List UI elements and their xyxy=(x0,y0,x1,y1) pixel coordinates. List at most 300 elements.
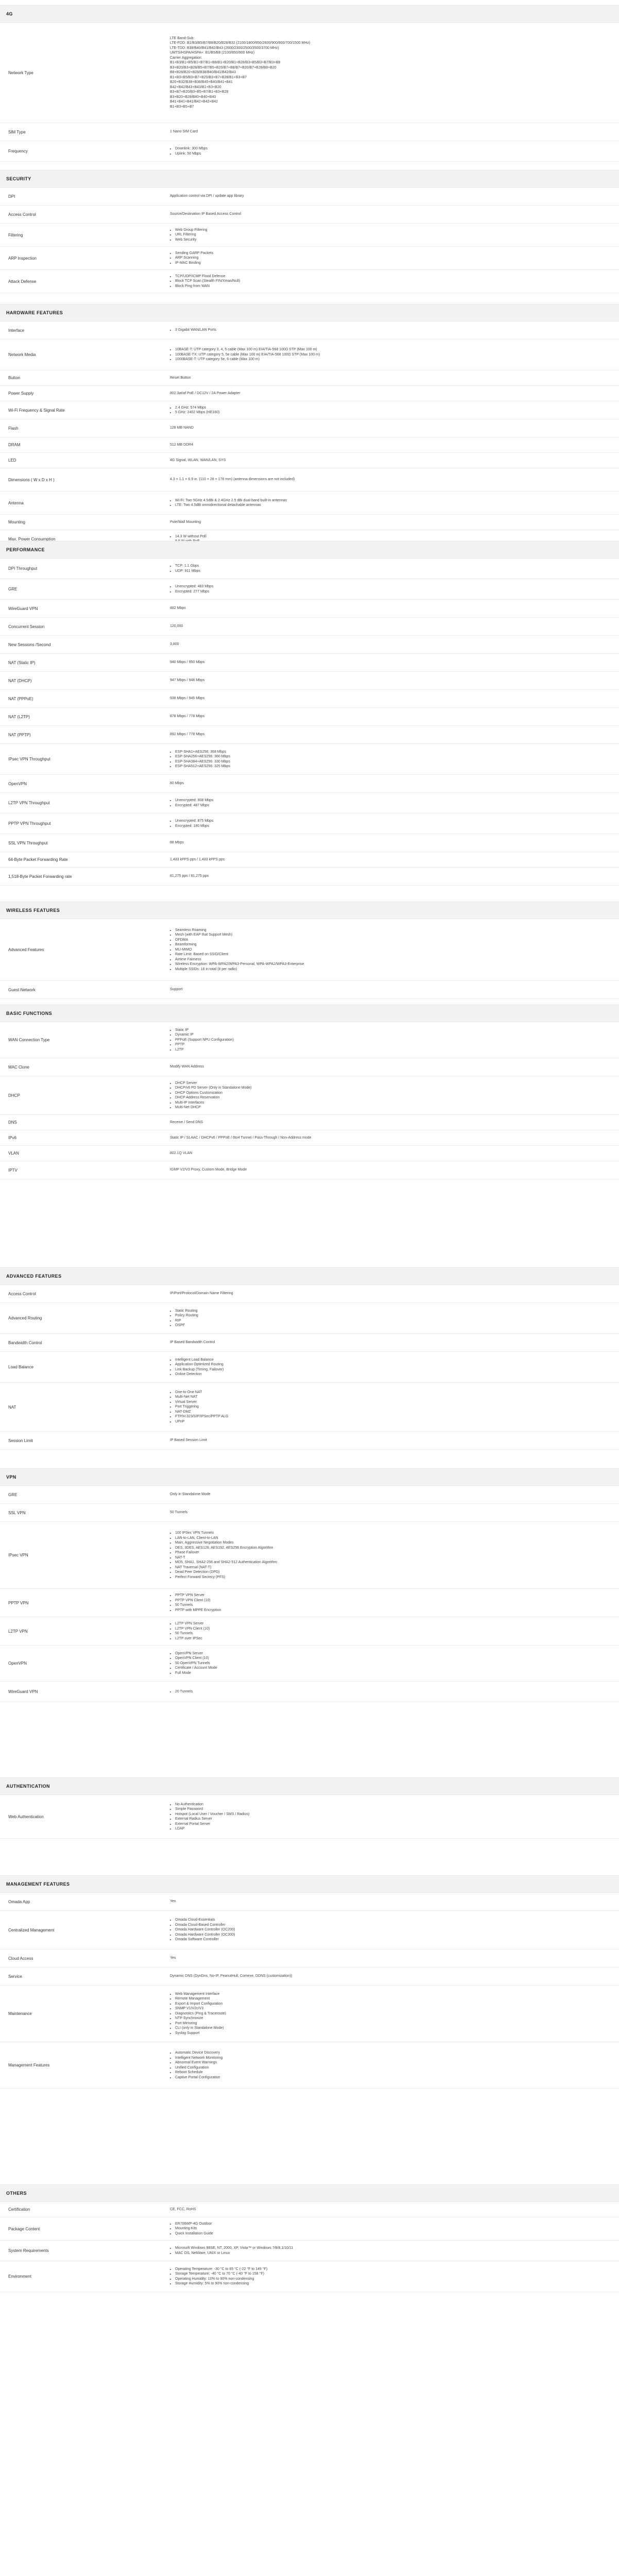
spec-label: NAT (DHCP) xyxy=(8,678,32,683)
section-advanced-features xyxy=(0,1267,619,1443)
spec-row xyxy=(0,2202,619,2217)
spec-value-item: • Omada Software Controller xyxy=(175,1937,609,1942)
spec-value xyxy=(170,1893,609,1910)
spec-value xyxy=(170,558,609,579)
spec-row xyxy=(0,793,619,814)
spec-row xyxy=(0,188,619,206)
spec-value-list xyxy=(170,1689,609,1694)
section-title: 4G xyxy=(0,5,619,23)
spec-value-item: • 20 Tunnels xyxy=(175,1689,609,1694)
spec-label: Environment xyxy=(8,2274,31,2279)
section-title: HARDWARE FEATURES xyxy=(0,304,619,321)
spec-label: Max. Power Consumption xyxy=(8,536,56,541)
spec-value xyxy=(170,1589,609,1617)
spec-row xyxy=(0,1486,619,1504)
spec-label: Package Content xyxy=(8,2226,40,2231)
spec-value-text: 947 Mbps / 948 Mbps xyxy=(170,679,205,683)
spec-value-text: CE, FCC, RoHS xyxy=(170,2207,196,2211)
spec-value-text: 120,000 xyxy=(170,624,183,629)
spec-value-item: • Multi-Net NAT xyxy=(175,1395,609,1400)
spec-value xyxy=(170,1682,609,1702)
spec-value-list xyxy=(170,2222,609,2236)
spec-label: New Sessions /Second xyxy=(8,642,51,647)
spec-value xyxy=(170,1504,609,1521)
spec-label: Cloud Access xyxy=(8,1956,33,1961)
spec-value-item: • ESP-SHA256+AES256: 360 Mbps xyxy=(175,754,609,759)
spec-value xyxy=(170,23,609,123)
spec-value xyxy=(170,618,609,635)
spec-value xyxy=(170,1076,609,1114)
spec-row xyxy=(0,690,619,708)
spec-value-list xyxy=(170,2246,609,2256)
spec-value-item: • 50 Tunnels xyxy=(175,1631,609,1636)
spec-row xyxy=(0,206,619,224)
spec-row xyxy=(0,1285,619,1303)
spec-row xyxy=(0,1522,619,1589)
spec-value-item: • Omada Cloud-Based Controller xyxy=(175,1923,609,1928)
spec-value-text: 80 Mbps xyxy=(170,782,184,786)
spec-value-item: • Intelligent Network Monitoring xyxy=(175,2056,609,2061)
spec-row xyxy=(0,618,619,636)
spec-value-item: • Microsoft Windows 98SE, NT, 2000, XP, Vista™ or Windows 7/8/8.1/10/11 xyxy=(175,2246,609,2251)
spec-row xyxy=(0,468,619,492)
spec-label: ARP Inspection xyxy=(8,256,37,261)
section-basic-functions xyxy=(0,1005,619,1173)
spec-value xyxy=(170,1522,609,1588)
spec-value-item: • ESP-SHA1+AES256: 368 Mbps xyxy=(175,750,609,755)
spec-value xyxy=(170,2202,609,2217)
spec-row xyxy=(0,1115,619,1130)
spec-label: System Requirements xyxy=(8,2248,49,2253)
spec-label: Network Media xyxy=(8,352,36,357)
spec-row xyxy=(0,1617,619,1646)
spec-value-item: • Wireless Encryption: WPA-WPA2/WPA3-Personal, WPA-WPA2/WPA3-Enterprise xyxy=(175,962,609,967)
spec-row xyxy=(0,726,619,744)
spec-value xyxy=(170,1161,609,1179)
section-title: ADVANCED FEATURES xyxy=(0,1267,619,1285)
spec-value-item: • Captive Portal Configuration xyxy=(175,2075,609,2080)
spec-value-item: • Static IP xyxy=(175,1028,609,1033)
spec-value-text: 802.3at/af PoE / DC12V / 2A Power Adapter xyxy=(170,391,240,395)
spec-value-item: • Static Routing xyxy=(175,1309,609,1314)
spec-value-item: • L2TP xyxy=(175,1047,609,1053)
spec-value-item: • TCP/UDP/ICMP Flood Defense xyxy=(175,274,609,279)
spec-value-item: • Phase Failover xyxy=(175,1550,609,1555)
spec-value xyxy=(170,852,609,867)
section-title: WIRELESS FEATURES xyxy=(0,902,619,919)
spec-label: SIM Type xyxy=(8,129,26,134)
spec-label: Access Control xyxy=(8,212,36,217)
spec-value-item: • Encrypted: 487 Mbps xyxy=(175,803,609,808)
section-title: PERFORMANCE xyxy=(0,541,619,558)
spec-value-item: • Reboot Schedule xyxy=(175,2070,609,2075)
section-others xyxy=(0,2184,619,2285)
spec-label: Access Control xyxy=(8,1291,36,1296)
spec-row xyxy=(0,1076,619,1115)
spec-label: Certification xyxy=(8,2207,30,2212)
spec-value-item: • Hotspot (Local User / Voucher / SMS / Radius) xyxy=(175,1812,609,1817)
spec-label: PPTP VPN xyxy=(8,1600,29,1605)
spec-label: Attack Defense xyxy=(8,279,37,284)
spec-label: Interface xyxy=(8,328,25,333)
spec-label: SSL VPN Throughput xyxy=(8,840,48,845)
spec-label: Omada App xyxy=(8,1899,30,1904)
spec-value-item: • L2TP VPN Client (10) xyxy=(175,1626,609,1632)
spec-value xyxy=(170,834,609,852)
spec-value-item: • RIP xyxy=(175,1318,609,1324)
spec-value-list xyxy=(170,1028,609,1053)
spec-value-item: • NAT-T xyxy=(175,1555,609,1561)
spec-row xyxy=(0,437,619,453)
spec-value-list xyxy=(170,228,609,243)
spec-row xyxy=(0,2217,619,2241)
spec-value xyxy=(170,247,609,269)
spec-value-text: 81,275 pps / 81,275 pps xyxy=(170,874,209,878)
spec-value-item: • Operating Humidity: 10% to 90% non-condensing xyxy=(175,2277,609,2282)
spec-row xyxy=(0,515,619,530)
spec-value-item: • 3 Gigabit WAN/LAN Ports xyxy=(175,328,609,333)
spec-value-item: • Omada Hardware Controller (OC200) xyxy=(175,1927,609,1933)
spec-label: L2TP VPN xyxy=(8,1629,28,1634)
spec-row xyxy=(0,141,619,162)
spec-label: Maintenance xyxy=(8,2011,32,2016)
spec-value-item: • URL Filtering xyxy=(175,232,609,238)
spec-value-text: Application control via DPI / update app library xyxy=(170,194,244,198)
spec-label: IPsec VPN Throughput xyxy=(8,757,50,761)
spec-value-item: • Downlink: 300 Mbps xyxy=(175,146,609,151)
spec-value-text: IP/Port/Protocol/Domain Name Filtering xyxy=(170,1292,233,1296)
spec-value xyxy=(170,1115,609,1130)
spec-value-item: • DHCP/v6 PD Server (Only in Standalone Mode) xyxy=(175,1086,609,1091)
spec-value-item: • CLI (only in Standalone Mode) xyxy=(175,2026,609,2031)
spec-value-item: • OFDMA xyxy=(175,938,609,943)
spec-value-text: 50 Tunnels xyxy=(170,1511,188,1515)
spec-row xyxy=(0,1504,619,1522)
spec-value-item: • LTE: Two 4.5dBi omnidirectional detachable antennas xyxy=(175,503,609,508)
spec-value-item: • 100BASE-TX: UTP category 5, 5e cable (Max 100 m) EIA/TIA-568 100Ω STP (Max 100 m) xyxy=(175,352,609,358)
spec-value-text: 892 Mbps / 778 Mbps xyxy=(170,733,205,737)
spec-label: Concurrent Session xyxy=(8,624,45,629)
spec-row xyxy=(0,1893,619,1911)
spec-value-item: • PPTP xyxy=(175,1042,609,1047)
spec-value-text: Dynamic DNS (DynDns, No-IP, PeanutHull, Comexe, DDNS (customization)) xyxy=(170,1974,293,1978)
spec-label: Power Supply xyxy=(8,391,34,396)
spec-value xyxy=(170,690,609,707)
spec-value-item: • ER706WP-4G Outdoor xyxy=(175,2222,609,2227)
spec-value xyxy=(170,1383,609,1431)
section-authentication xyxy=(0,1777,619,1831)
spec-row xyxy=(0,386,619,401)
spec-label: Management Features xyxy=(8,2063,50,2067)
spec-value-item: • Export & Import Configuration xyxy=(175,2002,609,2007)
spec-label: WAN Connection Type xyxy=(8,1038,50,1042)
spec-value-text: IGMP V2/V3 Proxy, Custom Mode, Bridge Mode xyxy=(170,1168,247,1172)
spec-value-item: • TCP: 1.1 Gbps xyxy=(175,564,609,569)
spec-value-item: • Abnormal Event Warnings xyxy=(175,2060,609,2065)
spec-value xyxy=(170,468,609,491)
spec-value xyxy=(170,775,609,792)
spec-value-item: • Online Detection xyxy=(175,1372,609,1377)
spec-value xyxy=(170,188,609,205)
spec-value xyxy=(170,2261,609,2292)
section-wireless-features xyxy=(0,902,619,992)
spec-value xyxy=(170,1303,609,1333)
spec-value-list xyxy=(170,750,609,769)
spec-row xyxy=(0,1352,619,1383)
spec-value xyxy=(170,672,609,689)
spec-value xyxy=(170,123,609,141)
spec-value-item: • DHCP Address Reservation xyxy=(175,1095,609,1100)
spec-row xyxy=(0,1968,619,1986)
spec-value-item: • Virtual Server xyxy=(175,1400,609,1405)
spec-value-text: 512 MB DDR4 xyxy=(170,443,194,447)
spec-row xyxy=(0,1383,619,1432)
spec-value xyxy=(170,793,609,813)
spec-value-list xyxy=(170,798,609,808)
spec-row xyxy=(0,708,619,726)
spec-value-item: • Omada Cloud-Essentials xyxy=(175,1918,609,1923)
spec-value-item: • Certificate / Account Mode xyxy=(175,1666,609,1671)
spec-row xyxy=(0,1950,619,1968)
spec-value xyxy=(170,1911,609,1949)
spec-label: 64-Byte Packet Forwarding Rate xyxy=(8,857,68,862)
spec-value-item: • Airtime Fairness xyxy=(175,957,609,962)
spec-value xyxy=(170,1950,609,1967)
spec-value-item: • ESP-SHA384+AES256: 330 Mbps xyxy=(175,759,609,765)
spec-value-text: 1,433 kPPS pps / 1,433 kPPS pps xyxy=(170,857,225,861)
spec-value-list xyxy=(170,1309,609,1328)
spec-label: DRAM xyxy=(8,443,21,447)
section-hardware-features xyxy=(0,304,619,541)
spec-value xyxy=(170,419,609,437)
spec-value-item: • 2.4 GHz: 574 Mbps xyxy=(175,405,609,411)
spec-value xyxy=(170,708,609,725)
spec-value-text: Receive / Send DNS xyxy=(170,1120,203,1124)
spec-value-item: • Sending GARP Packets xyxy=(175,251,609,256)
spec-row xyxy=(0,919,619,981)
spec-label: Frequency xyxy=(8,149,28,154)
section-title: OTHERS xyxy=(0,2184,619,2202)
spec-value-item: • PPTP VPN Server xyxy=(175,1593,609,1598)
spec-value-item: • 14.3 W without PoE xyxy=(175,534,609,539)
spec-value-item: • UDP: 911 Mbps xyxy=(175,569,609,574)
spec-row xyxy=(0,654,619,672)
spec-value-item: • 100 IPSec VPN Tunnels xyxy=(175,1531,609,1536)
spec-value-text: 1 Nano SIM Card xyxy=(170,130,198,134)
spec-value xyxy=(170,981,609,998)
spec-value-list xyxy=(170,1593,609,1613)
spec-value-list xyxy=(170,1621,609,1641)
spec-row xyxy=(0,1303,619,1334)
spec-row xyxy=(0,1130,619,1146)
spec-label: Dimensions ( W x D x H ) xyxy=(8,477,55,482)
spec-label: Antenna xyxy=(8,500,24,505)
spec-value-item: • Multiple SSIDs: 16 in total (8 per radio) xyxy=(175,967,609,972)
spec-label: Centralized Management xyxy=(8,1927,55,1933)
spec-label: NAT (Static IP) xyxy=(8,660,36,665)
spec-value-list xyxy=(170,564,609,573)
spec-label: DHCP xyxy=(8,1093,20,1098)
spec-value-item: • Web Group Filtering xyxy=(175,228,609,233)
spec-value-item: • Uplink: 50 Mbps xyxy=(175,151,609,157)
spec-row xyxy=(0,1911,619,1950)
spec-value-item: • Perfect Forward Secrecy (PFS) xyxy=(175,1575,609,1580)
spec-row xyxy=(0,401,619,419)
spec-value-item: • L2TP VPN Server xyxy=(175,1621,609,1626)
spec-value-item: • Simple Password xyxy=(175,1807,609,1812)
spec-row xyxy=(0,23,619,123)
spec-value-item: • Wi-Fi: Two 5GHz 4.5dBi & 2.4GHz 2.5 dBi dual-band built-in antennas xyxy=(175,498,609,503)
spec-value-item: • UPnP xyxy=(175,1419,609,1425)
spec-row xyxy=(0,270,619,293)
spec-value-item: • Beamforming xyxy=(175,942,609,947)
spec-value xyxy=(170,141,609,161)
spec-value xyxy=(170,1285,609,1302)
spec-value-list xyxy=(170,1358,609,1377)
spec-row xyxy=(0,579,619,600)
spec-value-item: • Dynamic IP xyxy=(175,1032,609,1038)
spec-value-item: • NAT-DMZ xyxy=(175,1410,609,1415)
spec-value-list xyxy=(170,274,609,289)
spec-value-item: • Multi-IP Interfaces xyxy=(175,1100,609,1106)
spec-value-item: • External Radius Server xyxy=(175,1817,609,1822)
section-title: VPN xyxy=(0,1468,619,1486)
section-4g xyxy=(0,5,619,156)
spec-value-item: • Link Backup (Timing, Failover) xyxy=(175,1367,609,1372)
spec-value-list xyxy=(170,928,609,972)
spec-row xyxy=(0,370,619,386)
spec-value-item: • Web Security xyxy=(175,238,609,243)
spec-label: NAT xyxy=(8,1404,16,1410)
spec-row xyxy=(0,419,619,437)
spec-row xyxy=(0,2261,619,2292)
spec-label: GRE xyxy=(8,1492,18,1497)
section-security xyxy=(0,170,619,288)
spec-row xyxy=(0,1161,619,1179)
spec-row xyxy=(0,1334,619,1352)
spec-value-list xyxy=(170,1531,609,1580)
spec-value xyxy=(170,206,609,223)
section-title: SECURITY xyxy=(0,170,619,188)
spec-value-text: Only in Standalone Mode xyxy=(170,1493,211,1497)
spec-value-text: Reset Button xyxy=(170,376,191,380)
spec-value xyxy=(170,654,609,671)
spec-value xyxy=(170,401,609,419)
spec-value-item: • LDAP xyxy=(175,1826,609,1832)
spec-value-list xyxy=(170,819,609,828)
spec-value-item: • Mesh (with EAP that Support Mesh) xyxy=(175,933,609,938)
spec-row xyxy=(0,558,619,579)
spec-row xyxy=(0,123,619,141)
spec-value-item: • Unified Configuration xyxy=(175,2065,609,2071)
spec-value-item: • Policy Routing xyxy=(175,1313,609,1318)
spec-value-item: • Remote Management xyxy=(175,1996,609,2002)
spec-value-text: 940 Mbps / 950 Mbps xyxy=(170,660,205,665)
spec-value xyxy=(170,453,609,468)
spec-value-text: 802.1Q VLAN xyxy=(170,1151,193,1155)
spec-value-text: Support xyxy=(170,988,183,992)
spec-value-list xyxy=(170,251,609,266)
spec-value-item: • Automatic Device Discovery xyxy=(175,2050,609,2056)
spec-value-item: • FTP/H.323/SIP/IPSec/PPTP ALG xyxy=(175,1414,609,1419)
spec-row xyxy=(0,814,619,834)
spec-value-text: 4G Signal, WLAN, WAN/LAN, SYS xyxy=(170,458,226,462)
spec-row xyxy=(0,636,619,654)
spec-row xyxy=(0,1795,619,1839)
spec-value xyxy=(170,1432,609,1449)
spec-value-list xyxy=(170,146,609,156)
spec-value-item: • Quick Installation Guide xyxy=(175,2231,609,2236)
spec-value-text: IP Based Bandwidth Control xyxy=(170,1341,215,1345)
spec-value-item: • Unencrypted: 908 Mbps xyxy=(175,798,609,803)
spec-row xyxy=(0,868,619,886)
spec-value-item: • Port Mirroring xyxy=(175,2021,609,2026)
spec-value xyxy=(170,1795,609,1838)
spec-row xyxy=(0,1986,619,2042)
spec-value-item: • 50 Tunnels xyxy=(175,1603,609,1608)
spec-value-item: • Dead Peer Detection (DPD) xyxy=(175,1570,609,1575)
spec-value xyxy=(170,636,609,653)
spec-value-text: 88 Mbps xyxy=(170,841,184,845)
spec-value-list xyxy=(170,584,609,594)
spec-label: OpenVPN xyxy=(8,781,27,786)
spec-value-text: Source/Destination IP Based Access Control xyxy=(170,212,242,216)
spec-value-item: • PPPoE (Support NPU Configuration) xyxy=(175,1038,609,1043)
spec-row xyxy=(0,834,619,852)
section-title: AUTHENTICATION xyxy=(0,1777,619,1795)
spec-value-item: • OpenVPN Server xyxy=(175,1651,609,1656)
spec-value-list xyxy=(170,1992,609,2036)
spec-row xyxy=(0,2042,619,2089)
spec-value-text: Yes xyxy=(170,1956,176,1960)
spec-value xyxy=(170,1646,609,1681)
spec-label: NAT (PPPoE) xyxy=(8,696,33,701)
spec-value-list xyxy=(170,1651,609,1676)
spec-row xyxy=(0,453,619,468)
spec-row xyxy=(0,321,619,340)
spec-value-item: • Seamless Roaming xyxy=(175,928,609,933)
spec-value-item: • Unencrypted: 483 Mbps xyxy=(175,584,609,589)
spec-label: PPTP VPN Throughput xyxy=(8,821,51,826)
spec-value xyxy=(170,1130,609,1145)
spec-label: Web Authentication xyxy=(8,1814,44,1819)
spec-value-item: • PPTP VPN Client (10) xyxy=(175,1598,609,1603)
spec-value-list xyxy=(170,328,609,333)
spec-row xyxy=(0,744,619,775)
spec-label: Advanced Routing xyxy=(8,1316,42,1320)
spec-value xyxy=(170,2217,609,2240)
spec-row xyxy=(0,492,619,515)
spec-value-item: • Multi-Net DHCP xyxy=(175,1105,609,1110)
spec-value-item: • Block TCP Scan (Stealth FIN/Xmas/Null) xyxy=(175,279,609,284)
spec-value-item: • 5 GHz: 2402 Mbps (HE160) xyxy=(175,410,609,415)
spec-label: Load Balance xyxy=(8,1365,33,1369)
spec-label: Button xyxy=(8,376,21,380)
spec-value-item: • ESP-SHA512+AES256: 325 Mbps xyxy=(175,764,609,769)
spec-row xyxy=(0,672,619,690)
spec-label: SSL VPN xyxy=(8,1510,26,1515)
spec-value-list xyxy=(170,1390,609,1425)
spec-label: IPv6 xyxy=(8,1136,17,1140)
spec-value xyxy=(170,515,609,530)
spec-value xyxy=(170,1334,609,1351)
spec-label: OpenVPN xyxy=(8,1661,27,1666)
spec-row xyxy=(0,775,619,793)
spec-row xyxy=(0,1432,619,1450)
spec-value-list xyxy=(170,405,609,415)
spec-value xyxy=(170,744,609,774)
spec-label: Flash xyxy=(8,426,19,431)
